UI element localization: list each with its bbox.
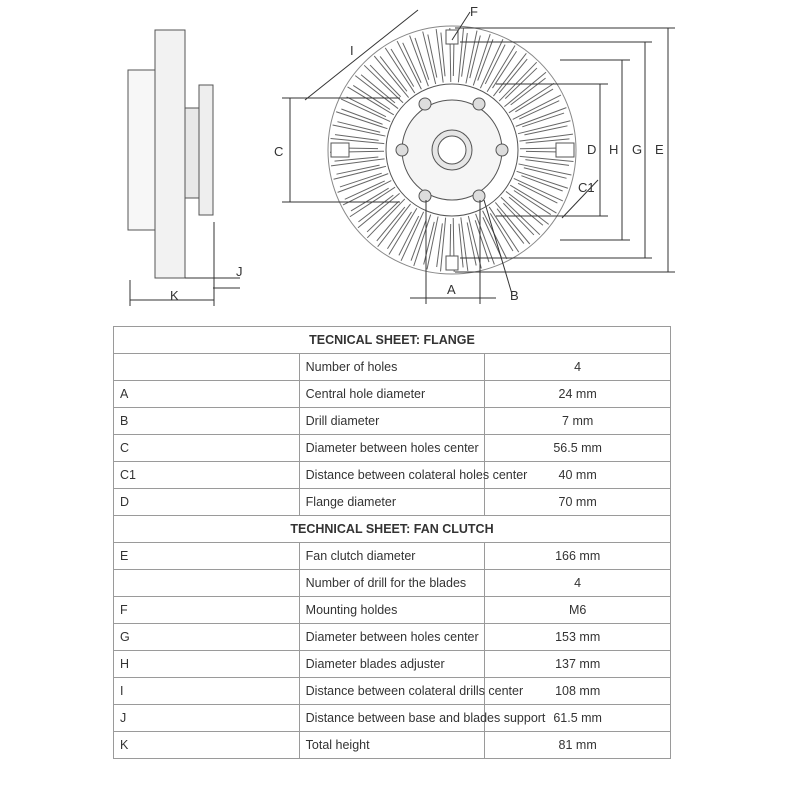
row-code: A — [114, 381, 300, 408]
row-code: B — [114, 408, 300, 435]
fin-line — [358, 195, 393, 222]
row-description: Distance between colateral holes center — [299, 462, 485, 489]
row-description: Diameter between holes center — [299, 435, 485, 462]
fin-line — [380, 56, 407, 91]
fan-clutch-section — [114, 516, 671, 759]
fan-clutch-title-row — [114, 516, 671, 543]
label-b: B — [510, 288, 519, 303]
label-f: F — [470, 4, 478, 19]
table-row — [114, 597, 671, 624]
row-description: Total height — [299, 732, 485, 759]
side-flange — [199, 85, 213, 215]
label-c1: C1 — [578, 180, 595, 195]
side-back-ring — [128, 70, 155, 230]
fin-line — [514, 190, 551, 214]
label-d: D — [587, 142, 597, 157]
table-row — [114, 381, 671, 408]
label-a: A — [447, 282, 456, 297]
table-row — [114, 462, 671, 489]
row-code: F — [114, 597, 300, 624]
fan-clutch-title: TECHNICAL SHEET: FAN CLUTCH — [114, 516, 671, 543]
flange-title: TECNICAL SHEET: FLANGE — [114, 327, 671, 354]
row-description: Central hole diameter — [299, 381, 485, 408]
row-description: Diameter between holes center — [299, 624, 485, 651]
row-code: K — [114, 732, 300, 759]
fin-line — [353, 85, 390, 109]
row-value: 81 mm — [485, 732, 671, 759]
label-e: E — [655, 142, 664, 157]
label-k: K — [170, 288, 179, 303]
row-description: Mounting holdes — [299, 597, 485, 624]
fin-line — [441, 218, 446, 272]
flange-section — [114, 327, 671, 516]
table-row — [114, 705, 671, 732]
row-description: Number of holes — [299, 354, 485, 381]
fin-line — [478, 39, 493, 80]
row-code: G — [114, 624, 300, 651]
fin-line — [385, 48, 415, 93]
fin-line — [517, 171, 568, 188]
row-value: 166 mm — [485, 543, 671, 570]
flange-title-row — [114, 327, 671, 354]
row-description: Drill diameter — [299, 408, 485, 435]
row-value: 61.5 mm — [485, 705, 671, 732]
table-row — [114, 543, 671, 570]
fin-line — [511, 78, 546, 105]
technical-drawing — [0, 0, 800, 320]
row-code: C — [114, 435, 300, 462]
table-row — [114, 489, 671, 516]
table-row — [114, 678, 671, 705]
technical-sheet-table — [113, 326, 671, 759]
table-row — [114, 435, 671, 462]
fin-line — [458, 29, 463, 83]
row-value: 108 mm — [485, 678, 671, 705]
row-description: Number of drill for the blades — [299, 570, 485, 597]
fin-line — [414, 215, 431, 266]
fin-line — [436, 29, 443, 83]
fin-line — [336, 112, 387, 129]
label-i: I — [350, 43, 354, 58]
table-row — [114, 570, 671, 597]
fin-line — [489, 207, 519, 252]
row-description: Diameter blades adjuster — [299, 651, 485, 678]
fin-line — [411, 219, 426, 260]
fin-line — [492, 51, 516, 88]
side-body — [155, 30, 185, 278]
fin-line — [341, 109, 382, 124]
row-code: E — [114, 543, 300, 570]
fin-line — [497, 209, 524, 244]
label-h: H — [609, 142, 619, 157]
row-description: Flange diameter — [299, 489, 485, 516]
table-row — [114, 651, 671, 678]
row-value: 153 mm — [485, 624, 671, 651]
row-value: 7 mm — [485, 408, 671, 435]
side-view — [128, 30, 240, 306]
row-description: Fan clutch diameter — [299, 543, 485, 570]
row-value: 4 — [485, 570, 671, 597]
label-g: G — [632, 142, 643, 157]
row-code: J — [114, 705, 300, 732]
row-code — [114, 354, 300, 381]
label-j: J — [236, 264, 243, 279]
row-code: I — [114, 678, 300, 705]
row-value: 137 mm — [485, 651, 671, 678]
row-code: D — [114, 489, 300, 516]
row-value: 4 — [485, 354, 671, 381]
front-view — [328, 26, 576, 274]
table-row — [114, 732, 671, 759]
table-row — [114, 354, 671, 381]
fin-line — [387, 212, 411, 249]
fin-line — [519, 134, 573, 141]
row-value: 40 mm — [485, 462, 671, 489]
row-value: 56.5 mm — [485, 435, 671, 462]
row-value: M6 — [485, 597, 671, 624]
fin-line — [331, 159, 385, 166]
row-value: 24 mm — [485, 381, 671, 408]
row-description: Distance between base and blades support — [299, 705, 485, 732]
side-hub — [185, 108, 199, 198]
fin-line — [521, 176, 562, 191]
fin-line — [461, 217, 468, 271]
row-code — [114, 570, 300, 597]
label-c: C — [274, 144, 284, 159]
row-description: Distance between colateral drills center — [299, 678, 485, 705]
row-code: H — [114, 651, 300, 678]
table-row — [114, 624, 671, 651]
row-code: C1 — [114, 462, 300, 489]
row-value: 70 mm — [485, 489, 671, 516]
fin-line — [509, 83, 554, 113]
table-row — [114, 408, 671, 435]
